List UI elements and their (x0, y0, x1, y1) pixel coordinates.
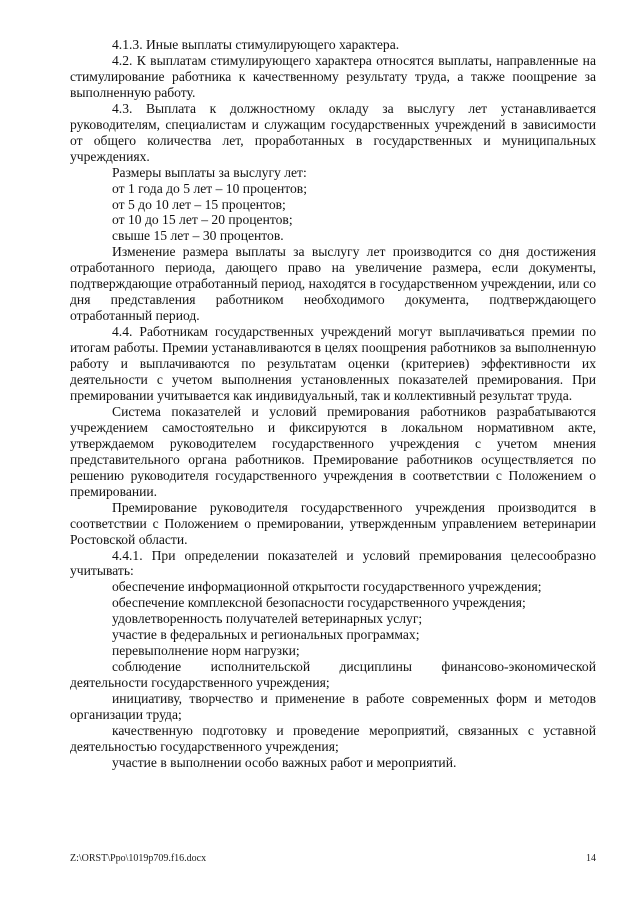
criteria-item: участие в федеральных и региональных программах; (112, 627, 420, 643)
criteria-item-initiative: инициативу, творчество и применение в работе современных форм и методов организации труда; (70, 691, 596, 723)
criteria-item: удовлетворенность получателей ветеринарных услуг; (112, 611, 423, 627)
criteria-item: обеспечение комплексной безопасности государственного учреждения; (112, 595, 526, 611)
criteria-item: перевыполнение норм нагрузки; (112, 643, 300, 659)
criteria-item-discipline: соблюдение исполнительской дисциплины финансово-экономической деятельности государственного учреждения; (70, 659, 596, 691)
criteria-item: обеспечение информационной открытости государственного учреждения; (112, 579, 542, 595)
file-path: Z:\ORST\Ppo\1019p709.f16.docx (70, 853, 207, 864)
paragraph-4-4: 4.4. Работникам государственных учреждений могут выплачиваться премии по итогам работы. Премии устанавливаются в целях поощрения работников за выполненную работу и выплачиваются по результатам оценки (критериев) эффективности их деятельности с учетом выполнения установленных показателей премирования. При премировании учитывается как индивидуальный, так и коллективный результат труда. (70, 324, 596, 403)
paragraph-4-3: 4.3. Выплата к должностному окладу за выслугу лет устанавливается руководителям, специалистам и служащим государственных учреждений в зависимости от общего количества лет, проработанных в государственных и муниципальных учреждениях. (70, 100, 596, 164)
paragraph-4-2: 4.2. К выплатам стимулирующего характера относятся выплаты, направленные на стимулирование работника к качественному результату труда, а также поощрение за выполненную работу. (70, 52, 596, 100)
size-item: свыше 15 лет – 30 процентов. (112, 228, 284, 244)
page-number: 14 (586, 853, 596, 864)
criteria-item-events: качественную подготовку и проведение мероприятий, связанных с уставной деятельностью государственного учреждения; (70, 722, 596, 754)
paragraph-4-1-3: 4.1.3. Иные выплаты стимулирующего характера. (112, 37, 400, 52)
paragraph-change-size: Изменение размера выплаты за выслугу лет производится со дня достижения отработанного периода, дающего право на увеличение размера, если документы, подтверждающие отработанный период, находятся в государственном учреждении, или со дня представления работником необходимого документа, подтверждающего отработанный период. (70, 244, 596, 324)
size-item: от 1 года до 5 лет – 10 процентов; (112, 180, 307, 196)
paragraph-system: Система показателей и условий премирования работников разрабатываются учреждением самостоятельно и фиксируются в локальном нормативном акте, утверждаемом руководителем государственного учреждения с учетом мнения представительного органа работников. Премирование работников осуществляется по решению руководителя государственного учреждения в соответствии с Положением о премировании. (70, 403, 596, 499)
criteria-item-special-works: участие в выполнении особо важных работ и мероприятий. (112, 754, 457, 770)
document-page (70, 37, 596, 771)
size-item: от 10 до 15 лет – 20 процентов; (112, 212, 293, 228)
sizes-title: Размеры выплаты за выслугу лет: (112, 164, 307, 180)
paragraph-head-bonus: Премирование руководителя государственного учреждения производится в соответствии с Положением о премировании, утвержденным управлением ветеринарии Ростовской области. (70, 499, 596, 547)
paragraph-4-4-1: 4.4.1. При определении показателей и условий премирования целесообразно учитывать: (70, 547, 596, 579)
size-item: от 5 до 10 лет – 15 процентов; (112, 196, 286, 212)
page-footer (70, 853, 596, 864)
